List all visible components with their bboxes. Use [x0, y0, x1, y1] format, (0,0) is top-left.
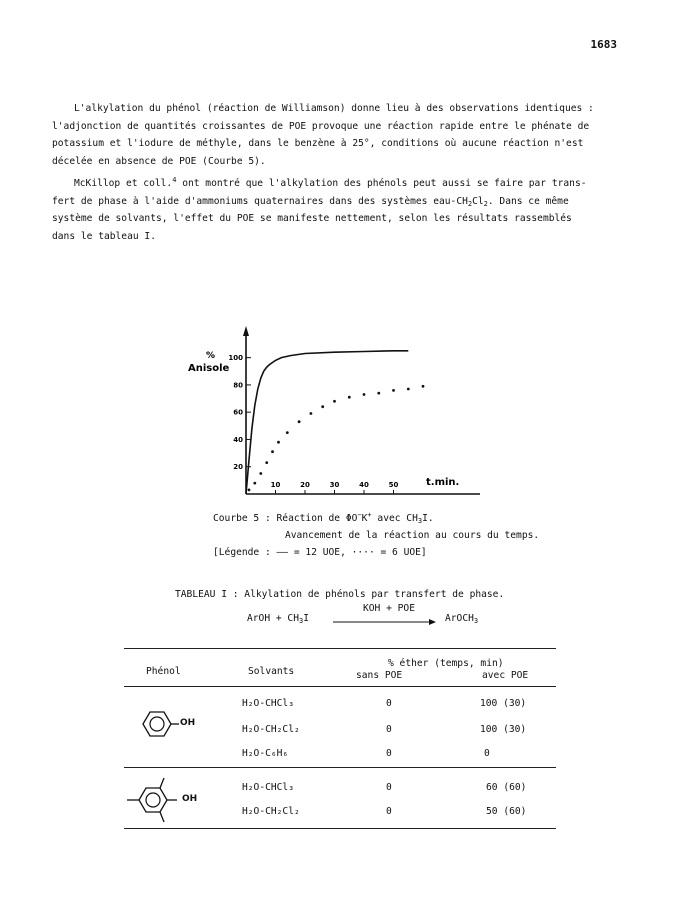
y-axis-unit: %: [206, 351, 216, 361]
superscript: +: [367, 511, 372, 519]
text-fragment: Cl: [472, 195, 484, 207]
text-fragment: fert de phase à l'aide d'ammoniums quaternaires dans des systèmes eau-CH: [52, 195, 468, 207]
table-rule-header: [124, 686, 556, 687]
y-axis-arrow: [243, 326, 249, 336]
table-rule-top: [124, 648, 556, 649]
y-tick-label: 60: [233, 408, 243, 417]
dotted-series-point: [377, 392, 380, 395]
oh-label-dimethylphenol: OH: [182, 794, 198, 804]
sans-poe-cell: 0: [386, 806, 392, 817]
dotted-series-point: [265, 461, 268, 464]
y-tick-label: 100: [228, 354, 243, 363]
sans-poe-cell: 0: [386, 782, 392, 793]
reaction-arrow-icon: [333, 618, 437, 626]
oh-label-phenol: OH: [180, 718, 196, 728]
subscript: 3: [298, 617, 304, 625]
dotted-series-point: [407, 388, 410, 391]
solvent-cell: H₂O-CH₂Cl₂: [242, 806, 300, 817]
solid-series-line: [246, 351, 408, 494]
avec-poe-cell: 100 (30): [480, 698, 527, 709]
equation-left: [247, 612, 309, 626]
avec-poe-cell: 100 (30): [480, 724, 527, 735]
table-title-block: [175, 588, 504, 628]
equation-text: ArOH + CH: [247, 613, 299, 624]
dotted-series-point: [422, 385, 425, 388]
y-tick-label: 80: [233, 381, 243, 390]
caption-text: Courbe 5 : Réaction de: [213, 513, 346, 524]
text-line: [52, 193, 632, 211]
dotted-series-point: [271, 450, 274, 453]
figure-caption: [213, 510, 539, 561]
subscript: 2: [467, 199, 473, 208]
dotted-series-point: [310, 412, 313, 415]
header-phenol: Phénol: [146, 666, 181, 677]
text-line: décelée en absence de POE (Courbe 5).: [52, 155, 266, 167]
solvent-cell: H₂O-CHCl₃: [242, 782, 294, 793]
x-tick-label: 50: [388, 481, 399, 489]
dotted-series-point: [392, 389, 395, 392]
arrow-label: KOH + POE: [363, 603, 415, 614]
text-line: potassium et l'iodure de méthyle, dans le benzène à 25°, conditions où aucune réaction n'est: [52, 138, 584, 149]
text-line: système de solvants, l'effet du POE se manifeste nettement, selon les résultats rassemblés: [52, 213, 572, 224]
text-line: l'adjonction de quantités croissantes de POE provoque une réaction rapide entre le phénate de: [52, 120, 590, 132]
header-solvants: Solvants: [248, 666, 295, 677]
caption-text: K: [361, 513, 368, 524]
text-line: [52, 175, 632, 193]
page-number: 1683: [590, 38, 617, 51]
x-tick-label: 30: [329, 481, 340, 489]
text-line: dans le tableau I.: [52, 230, 156, 242]
text-fragment: ont montré que l'alkylation des phénols peut aussi se faire par trans-: [176, 178, 587, 189]
chart-ticks: [228, 354, 398, 494]
avec-poe-cell: 0: [484, 748, 490, 759]
dotted-series-point: [248, 489, 251, 492]
header-ether: % éther (temps, min): [388, 658, 504, 669]
avec-poe-cell: 60 (60): [486, 782, 527, 793]
y-tick-label: 40: [233, 435, 243, 444]
y-axis-label: Anisole: [188, 363, 230, 374]
caption-text: I.: [422, 513, 434, 524]
dotted-series-point: [363, 393, 366, 396]
sans-poe-cell: 0: [386, 748, 392, 759]
x-tick-label: 10: [270, 481, 281, 489]
dotted-series-point: [286, 431, 289, 434]
chart-series: [246, 351, 424, 494]
dotted-series-point: [259, 472, 262, 475]
sans-poe-cell: 0: [386, 698, 392, 709]
text-line: L'alkylation du phénol (réaction de Williamson) donne lieu à des observations identiques :: [74, 103, 594, 114]
dotted-series-point: [321, 405, 324, 408]
caption-legend: [Légende : —— = 12 UOE, ···· = 6 UOE]: [213, 547, 427, 558]
caption-line-2: Avancement de la réaction au cours du temps.: [285, 530, 540, 541]
dotted-series-point: [277, 441, 280, 444]
paragraph-1: [52, 100, 632, 170]
solvent-cell: H₂O-CHCl₃: [242, 698, 294, 709]
dotted-series-point: [333, 400, 336, 403]
paragraph-2: [52, 175, 632, 245]
table-rule-bottom: [124, 828, 556, 829]
subscript: 2: [483, 199, 488, 208]
equation-text: I: [303, 613, 309, 624]
dotted-series-point: [253, 482, 256, 485]
x-tick-label: 40: [359, 481, 369, 489]
text-fragment: McKillop et coll.: [74, 178, 173, 189]
equation-right: [445, 612, 478, 626]
footnote-ref: 4: [172, 176, 177, 184]
header-avec-poe: avec POE: [482, 670, 529, 681]
x-axis-label: t.min.: [426, 477, 460, 488]
header-sans-poe: sans POE: [356, 670, 403, 681]
table-title: TABLEAU I : Alkylation de phénols par transfert de phase.: [175, 589, 505, 600]
subscript: 3: [473, 617, 479, 625]
dotted-series-point: [348, 396, 351, 399]
caption-text: avec CH: [371, 513, 418, 524]
sans-poe-cell: 0: [386, 724, 392, 735]
subscript: 3: [417, 517, 423, 525]
dotted-series-point: [298, 420, 301, 423]
caption-line-1: [213, 510, 539, 527]
solvent-cell: H₂O-CH₂Cl₂: [242, 724, 300, 735]
y-tick-label: 20: [233, 463, 243, 472]
superscript: −: [357, 511, 362, 519]
caption-text: ΦO: [345, 513, 358, 524]
equation-text: ArOCH: [445, 613, 474, 624]
solvent-cell: H₂O-C₆H₆: [242, 748, 289, 759]
x-tick-label: 20: [300, 481, 310, 489]
table-rule-mid: [124, 767, 556, 768]
anisole-chart: [180, 322, 480, 502]
text-fragment: . Dans ce même: [487, 195, 569, 207]
avec-poe-cell: 50 (60): [486, 806, 527, 817]
reaction-equation: [175, 604, 504, 628]
